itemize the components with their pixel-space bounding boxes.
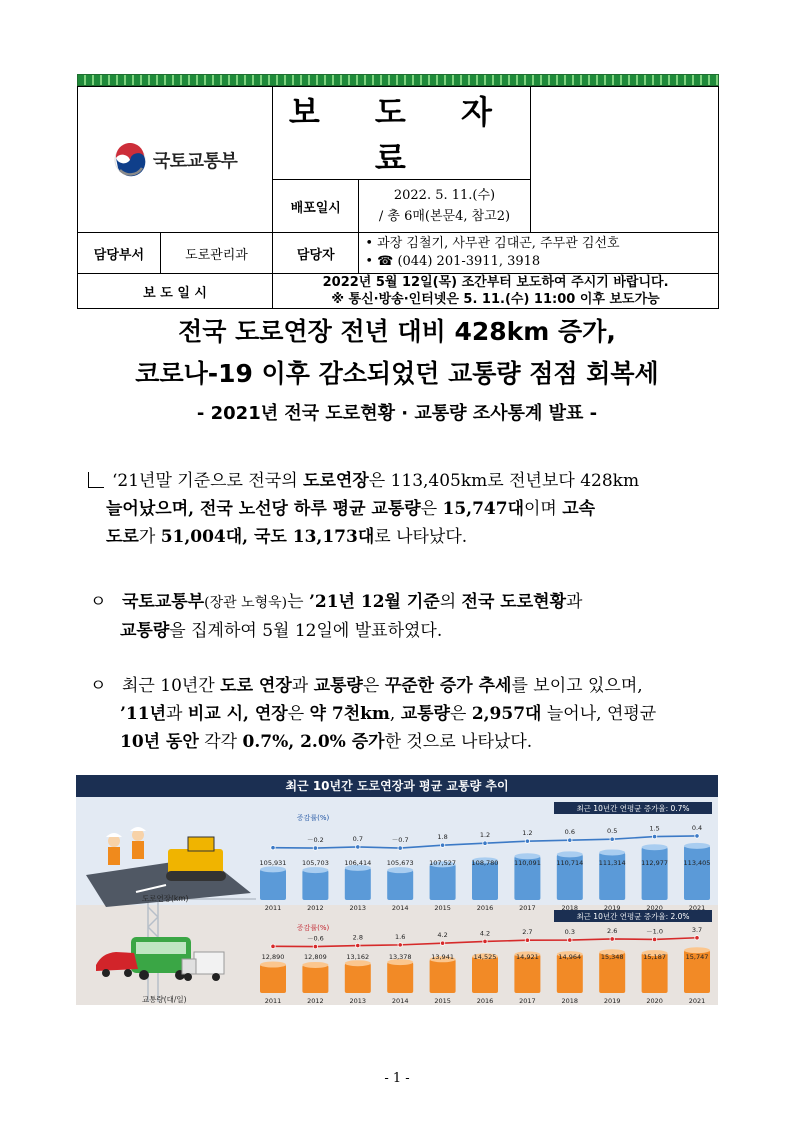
traffic-rate-label-2020: －1.0 [646,927,664,936]
length-year-label-2013: 2013 [349,904,367,912]
length-value-label-2014: 105,673 [386,859,414,867]
traffic-year-label-2014: 2014 [391,997,409,1005]
length-year-label-2014: 2014 [391,904,409,912]
traffic-bar-cap-2012 [302,962,328,968]
traffic-trend-point-2016 [483,939,487,943]
traffic-value-label-2011: 12,890 [261,953,285,961]
length-trend-point-2015 [440,843,444,847]
contact-names: • 과장 김철기, 사무관 김대곤, 주무관 김선호 [365,236,620,251]
length-bar-cap-2020 [642,844,668,850]
length-bar-2014 [387,870,413,900]
traffic-year-label-2018: 2018 [561,997,579,1005]
length-value-label-2015: 107,527 [429,859,457,867]
length-year-label-2016: 2016 [476,904,494,912]
traffic-year-label-2012: 2012 [307,997,324,1005]
legend-note-2: 최근 10년간 연평균 증가율: 2.0% [576,912,690,921]
traffic-year-label-2019: 2019 [603,997,621,1005]
paragraph-ministry: ㅇ 국토교통부(장관 노형욱)는 ’21년 12월 기준의 전국 도로현황과 교통량을 집계하여 5월 12일에 발표하였다. [88,588,718,645]
length-bar-cap-2018 [557,851,583,857]
length-year-label-2018: 2018 [561,904,579,912]
length-bar-2020 [642,847,668,900]
traffic-rate-label-2019: 2.6 [607,926,618,935]
length-rate-label-2014: －0.7 [391,836,409,845]
page-number: - 1 - [384,1071,410,1086]
traffic-trend-point-2015 [440,941,444,945]
length-value-label-2019: 111,314 [598,859,626,867]
distribution-date: 2022. 5. 11.(수) [393,188,496,203]
length-rate-label-2012: －0.2 [306,836,324,845]
traffic-year-label-2013: 2013 [349,997,367,1005]
traffic-trend-point-2011 [271,944,275,948]
paragraph-summary: ‘21년말 기준으로 전국의 도로연장은 113,405km로 전년보다 428km 늘어났으며, 전국 노선당 하루 평균 교통량은 15,747대이며 고속 도로가 51,004대, 국도 13,173대로 나타났다. [88,467,718,551]
traffic-rate-label-2014: 1.6 [395,932,406,941]
length-bar-2011 [260,869,286,900]
legend-note-1: 최근 10년간 연평균 증가율: 0.7% [576,804,690,813]
length-value-label-2020: 112,977 [641,859,669,867]
traffic-year-label-2017: 2017 [519,997,536,1005]
length-value-label-2017: 110,091 [513,859,541,867]
contact-phone: • ☎ (044) 201-3911, 3918 [365,254,541,269]
rate-label-1: 증감률(%) [296,814,330,822]
header-table [77,86,719,309]
length-rate-label-2017: 1.2 [522,829,533,838]
length-bar-cap-2021 [684,843,710,849]
distribution-value [359,180,530,233]
release-label: 보 도 일 시 [78,274,273,309]
traffic-value-label-2020: 15,187 [643,953,666,961]
traffic-rate-label-2015: 4.2 [437,931,448,940]
length-year-label-2015: 2015 [434,904,451,912]
traffic-rate-label-2021: 3.7 [691,925,703,934]
length-trend-point-2021 [695,834,699,838]
traffic-bar-2013 [345,963,371,993]
department-label: 담당부서 [78,233,161,274]
length-trend-point-2012 [313,846,317,850]
length-rate-label-2013: 0.7 [352,834,363,843]
length-bar-2015 [430,864,456,900]
traffic-value-label-2014: 13,378 [388,953,412,961]
traffic-value-label-2018: 14,964 [558,953,582,961]
release-line2: ※ 통신·방송·인터넷은 5. 11.(수) 11:00 이후 보도가능 [331,292,660,307]
page-title: 보 도 자 료 [273,87,531,180]
contact-label: 담당자 [273,233,359,274]
length-value-label-2016: 108,780 [471,859,499,867]
paragraph-trend: ㅇ 최근 10년간 도로 연장과 교통량은 꾸준한 증가 추세를 보이고 있으며, ’11년과 비교 시, 연장은 약 7천km, 교통량은 2,957대 늘어나, 연평균 10년 동안 각각 0.7%, 2.0% 증가한 것으로 나타났다. [88,672,718,756]
traffic-bar-2012 [302,965,328,993]
traffic-trend-point-2018 [568,938,572,942]
contact-value [359,233,719,274]
traffic-rate-label-2016: 4.2 [479,929,491,938]
infographic-title: 최근 10년간 도로연장과 평균 교통량 추이 [76,775,718,797]
press-release-header [77,74,719,309]
logo-cell [78,87,273,233]
length-trend-point-2016 [483,841,487,845]
traffic-year-label-2011: 2011 [264,997,282,1005]
traffic-value-label-2016: 14,525 [473,953,497,961]
distribution-label: 배포일시 [273,180,359,233]
traffic-axis-label: 교통량(대/일) [142,995,187,1004]
traffic-trend-point-2021 [695,936,699,940]
traffic-bar-2011 [260,965,286,993]
org-name: 국토교통부 [152,150,238,172]
infographic-chart [76,797,718,1005]
length-trend-point-2018 [568,838,572,842]
department-value: 도로관리과 [160,233,272,274]
length-year-label-2019: 2019 [603,904,621,912]
length-bar-2012 [302,870,328,900]
length-bar-cap-2012 [302,867,328,873]
length-bar-cap-2019 [599,849,625,855]
traffic-value-label-2012: 12,809 [304,953,327,961]
bullet-marker: ㅇ [90,592,107,612]
release-value [273,274,719,309]
header-stripe [77,74,719,86]
traffic-bar-2016 [472,956,498,993]
headline-line2: 코로나-19 이후 감소되었던 교통량 점점 회복세 [135,359,659,388]
length-rate-label-2019: 0.5 [607,827,618,836]
length-trend-point-2020 [652,834,656,838]
traffic-bar-2014 [387,962,413,993]
length-trend-point-2011 [271,845,275,849]
traffic-value-label-2015: 13,941 [431,953,454,961]
length-bar-2013 [345,868,371,900]
traffic-trend-point-2012 [313,944,317,948]
release-line1: 2022년 5월 12일(목) 조간부터 보도하여 주시기 바랍니다. [322,275,669,290]
traffic-trend-point-2019 [610,937,614,941]
traffic-trend-point-2020 [652,937,656,941]
length-year-label-2017: 2017 [519,904,536,912]
blank-cell [530,87,718,233]
length-bar-2021 [684,846,710,900]
headline-line1: 전국 도로연장 전년 대비 428km 증가, [178,317,616,346]
traffic-bar-2015 [430,959,456,993]
traffic-year-label-2020: 2020 [646,997,663,1005]
length-axis-label: 도로연장(km) [142,894,189,903]
length-value-label-2018: 110,714 [556,859,584,867]
length-bar-cap-2011 [260,866,286,872]
length-value-label-2011: 105,931 [259,859,287,867]
length-value-label-2021: 113,405 [683,859,711,867]
distribution-pages: / 총 6매(본문4, 참고2) [378,209,511,224]
length-value-label-2012: 105,703 [301,859,329,867]
length-rate-label-2015: 1.8 [437,833,448,842]
headline-subtitle: - 2021년 전국 도로현황 · 교통량 조사통계 발표 - [196,403,598,424]
infographic [76,775,718,1005]
traffic-bar-cap-2013 [345,960,371,966]
length-trend-point-2019 [610,837,614,841]
bullet-marker: ㅇ [90,676,107,696]
traffic-year-label-2016: 2016 [476,997,494,1005]
rate-label-2: 증감률(%) [296,924,330,932]
length-bar-cap-2014 [387,867,413,873]
length-year-label-2012: 2012 [307,904,324,912]
length-year-label-2011: 2011 [264,904,282,912]
traffic-year-label-2015: 2015 [434,997,451,1005]
traffic-trend-point-2013 [356,943,360,947]
traffic-rate-label-2012: －0.6 [306,934,324,943]
length-year-label-2021: 2021 [688,904,706,912]
length-rate-label-2021: 0.4 [691,823,703,832]
traffic-value-label-2021: 15,747 [685,953,709,961]
length-year-label-2020: 2020 [646,904,663,912]
traffic-trend-point-2017 [525,938,529,942]
length-rate-label-2016: 1.2 [479,831,491,840]
traffic-rate-label-2013: 2.8 [352,933,363,942]
square-bullet-icon [88,472,104,488]
taegeuk-logo-icon [113,143,147,177]
traffic-year-label-2021: 2021 [688,997,706,1005]
length-rate-label-2020: 1.5 [649,824,660,833]
length-trend-point-2017 [525,839,529,843]
traffic-value-label-2013: 13,162 [346,953,370,961]
traffic-value-label-2017: 14,921 [516,953,539,961]
traffic-value-label-2019: 15,348 [600,953,624,961]
traffic-trend-point-2014 [398,943,402,947]
length-trend-point-2013 [356,845,360,849]
traffic-bar-cap-2011 [260,962,286,968]
length-rate-label-2018: 0.6 [564,828,575,837]
length-value-label-2013: 106,414 [344,859,372,867]
length-trend-point-2014 [398,846,402,850]
traffic-rate-label-2018: 0.3 [564,928,575,937]
traffic-rate-label-2017: 2.7 [522,928,533,937]
